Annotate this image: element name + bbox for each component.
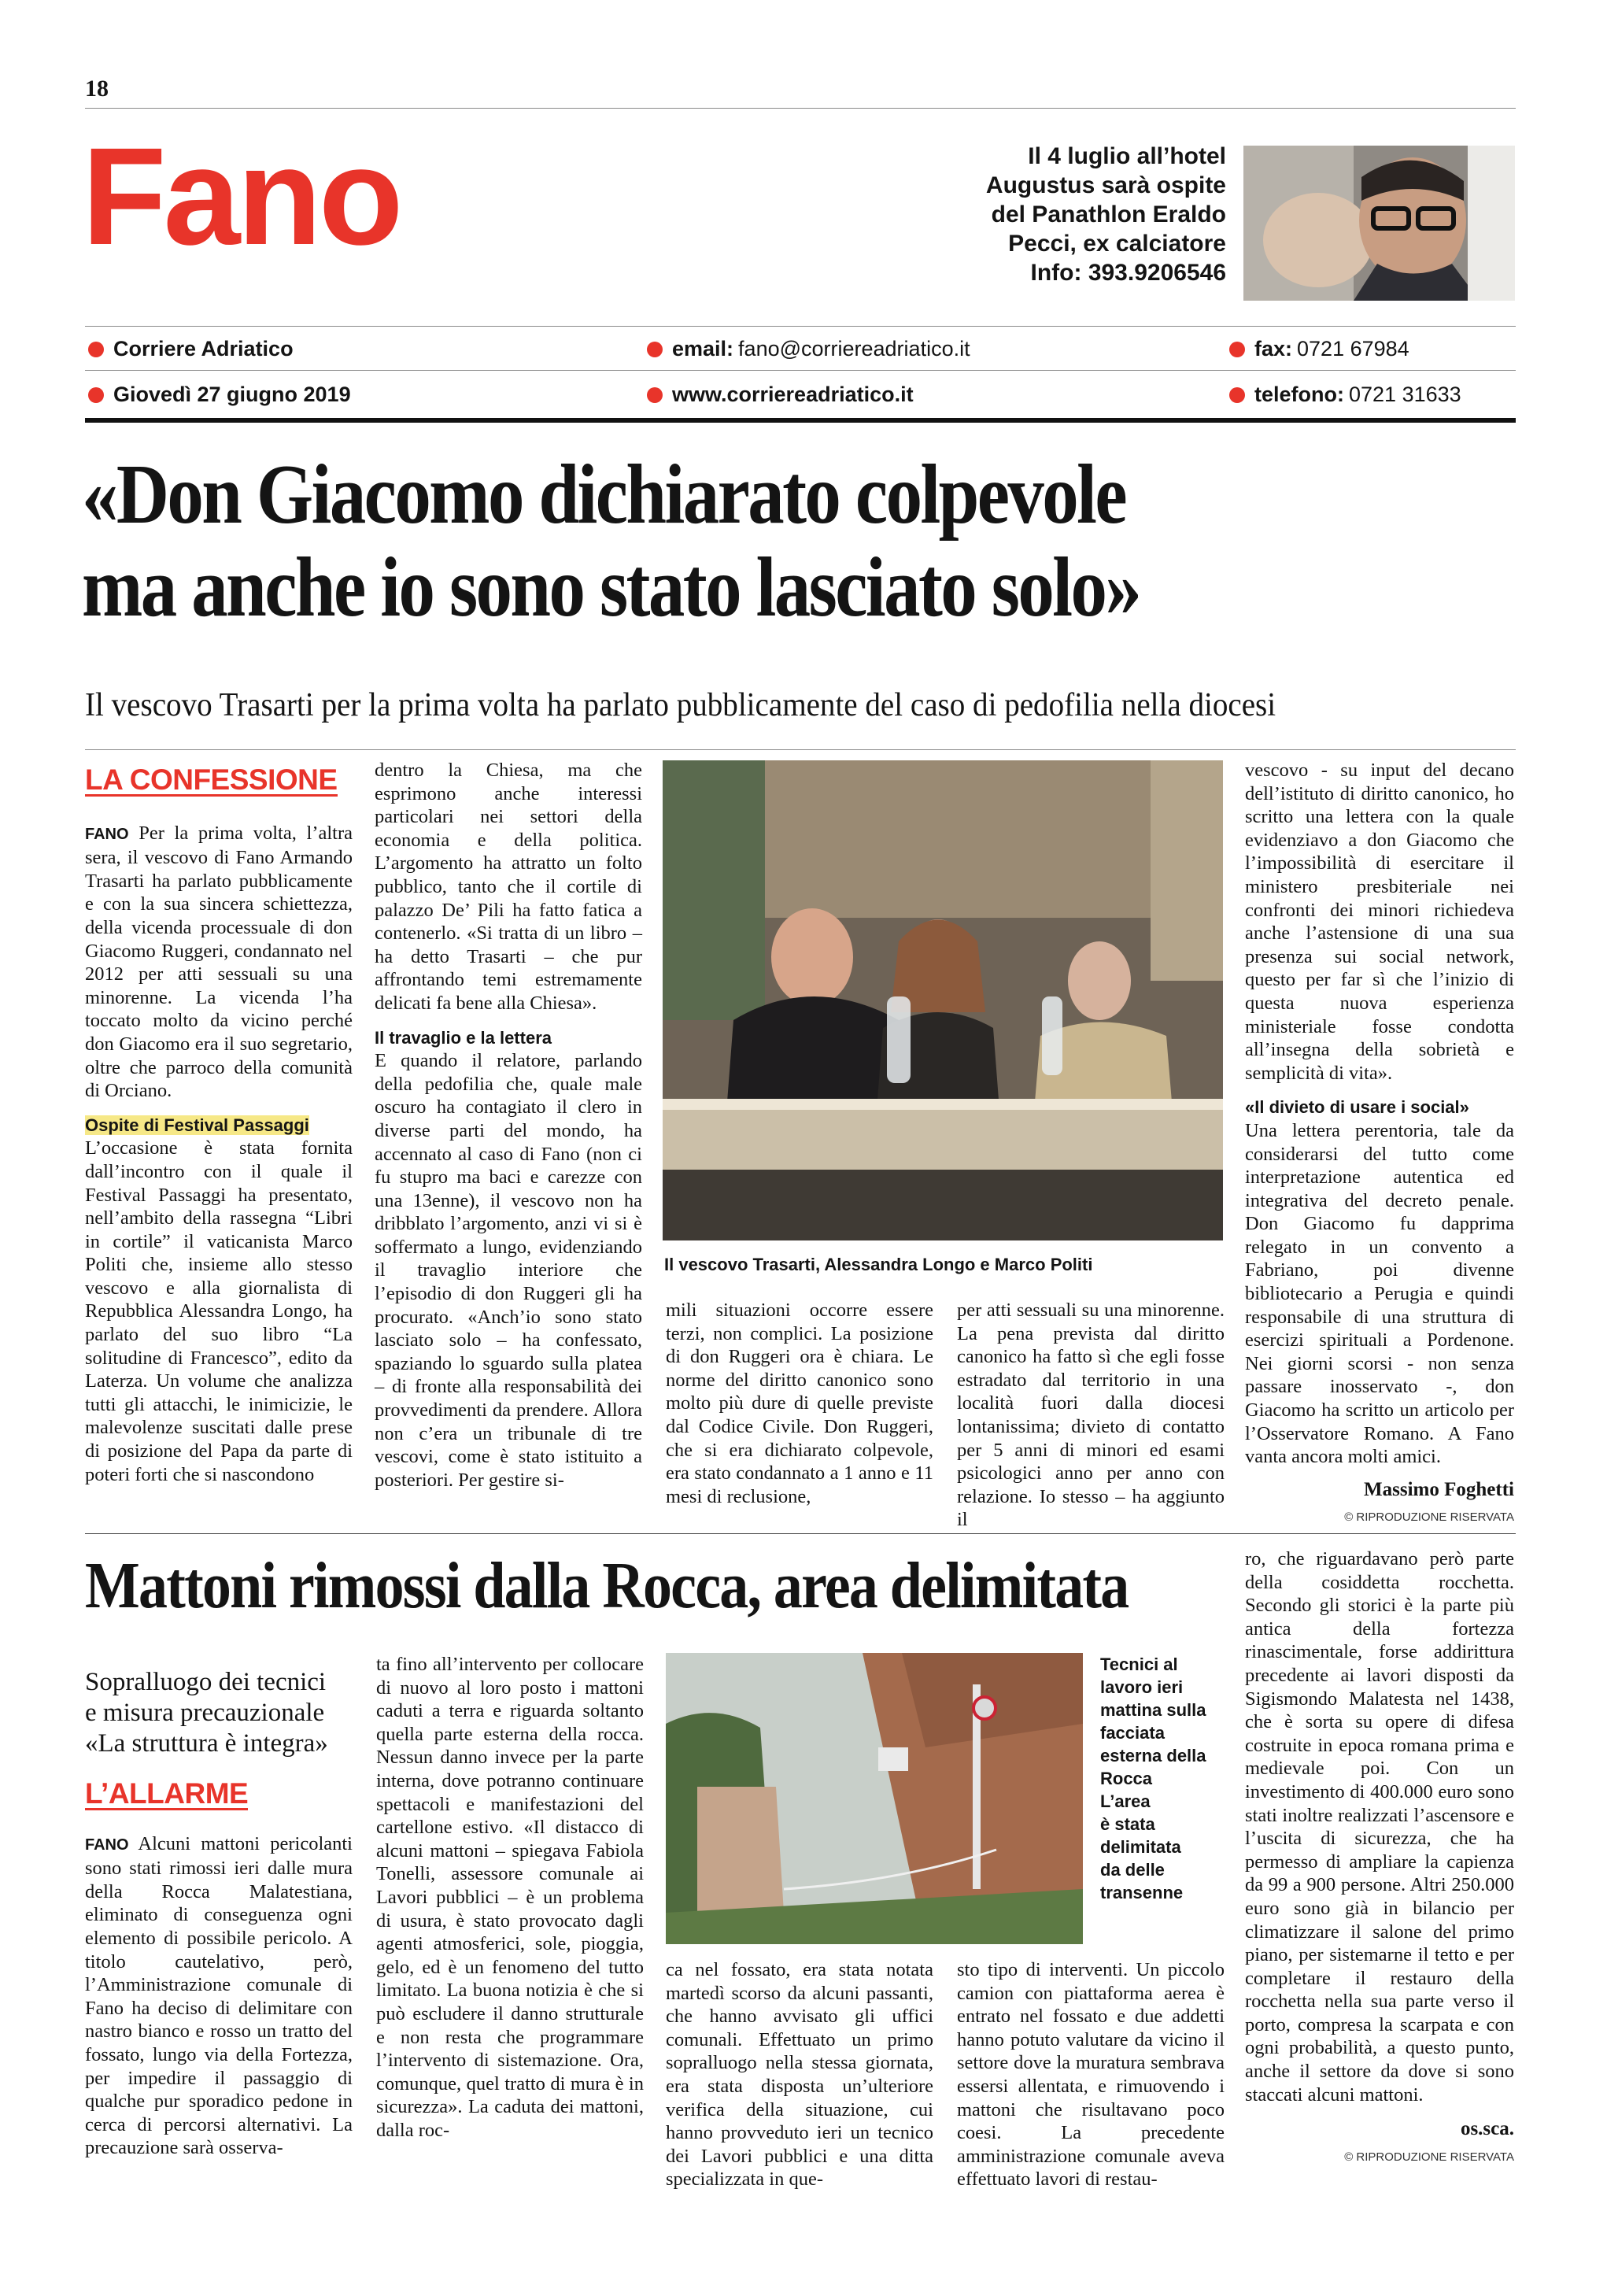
- article1-photo: [663, 760, 1223, 1240]
- article1-copyright: © RIPRODUZIONE RISERVATA: [1344, 1510, 1514, 1525]
- article2-col1-paragraph: Alcuni mattoni pericolanti sono stati rimossi ieri dalle mura della Rocca Malatestiana, eliminato di conseguenza ogni elemento di possibile pericolo. A titolo cautelativo, però, l’Amministrazione comunale di Fano ha deciso di delimitare con nastro bianco e rosso un tratto del fossato, lungo via della Fortezza, per impedire il passaggio di qualche pur sporadico pedone in cerca di percorsi alternativi. La precauzione sarà osserva-: [85, 1832, 353, 2159]
- caption-line: L’area: [1100, 1791, 1151, 1811]
- bullet-dot-icon: [88, 387, 104, 403]
- caption-line: mattina sulla: [1100, 1700, 1206, 1720]
- article2-col4-paragraph: sto tipo di interventi. Un piccolo camion con piattaforma aerea è entrato nel fossato e due addetti hanno potuto valutare da vicino il settore dove la muratura sembrava essersi allentata, e rimuovendo i mattoni che risultavano poco coesi. La precedente amministrazione comunale aveva effettuato lavori di restau-: [957, 1959, 1225, 2191]
- info-fax: fax: 0721 67984: [1229, 337, 1409, 361]
- bullet-dot-icon: [1229, 387, 1245, 403]
- headline-line: «Don Giacomo dichiarato colpevole: [82, 448, 1125, 542]
- deck-line: e misura precauzionale: [85, 1699, 325, 1727]
- article1-col1-paragraph-2: L’occasione è stata fornita dall’incontro con il quale il Festival Passaggi ha presentato, nell’ambito della rassegna “Libri in cortile” il vaticanista Marco Politi che, insieme allo stesso vescovo e alla giornalista di Repubblica Alessandra Longo, ha parlato del suo libro “La solitudine di Francesco”, edito da Laterza. Un volume che analizza tutti gli attacchi, le inimicizie, le malevolenze suscitati dalle prese di posizione del Papa da parte di poteri forti che si nascondono: [85, 1137, 353, 1485]
- article2-headline: Mattoni rimossi dalla Rocca, area delimitata: [85, 1549, 1129, 1622]
- article2-column-5: [1245, 1547, 1514, 2168]
- article1-subtitle-rule: [85, 749, 1516, 750]
- article2-signature: os.sca.: [1460, 2118, 1514, 2140]
- article1-subtitle: Il vescovo Trasarti per la prima volta ha parlato pubblicamente del caso di pedofilia nella diocesi: [85, 687, 1276, 723]
- article1-col5-paragraph: vescovo - su input del decano dell’istituto di diritto canonico, ho scritto una lettera con la quale evidenziavo a don Giacomo che l’impossibilità di esercitare il ministero presbiteriale nei confronti dei minori richiedeva anche l’astensione di una sua presenza sui social network, questo per far sì che l’inizio di questa nuova esperienza ministeriale fosse condotta all’insegna della sobrietà e semplicità di vita».: [1245, 760, 1514, 1084]
- caption-line: Rocca: [1100, 1769, 1153, 1788]
- article1-col5-paragraph-2: Una lettera perentoria, tale da considerarsi del tutto come interpretazione autentica ed integrativa del decreto penale. Don Giacomo fu dapprima relegato in un convento a Fabriano, poi divenne bibliotecario a Perugia e quindi responsabile di una struttura di esercizi spirituali a Pordenone. Nei giorni scorsi - non senza passare inosservato -, don Giacomo ha scritto un articolo per l’Osservatore Romano. A Fano vanta ancora molti amici.: [1245, 1119, 1514, 1468]
- article1-column-3: [666, 1299, 933, 1508]
- article2-kicker: L’ALLARME: [85, 1777, 249, 1810]
- promo-line: del Panathlon Eraldo: [991, 202, 1226, 227]
- email-value[interactable]: fano@corriereadriatico.it: [738, 337, 970, 360]
- promo-box: [929, 142, 1226, 287]
- article2-photo-caption: [1100, 1653, 1234, 1904]
- promo-line: Info: 393.9206546: [1030, 260, 1226, 286]
- article2-col5-paragraph: ro, che riguardavano però parte della cosiddetta rocchetta. Secondo gli storici è la parte più antica della fortezza rinascimentale, forse addirittura precedente ai lavori disposti da Sigismondo Malatesta nel 1438, che è sorta su opere di difesa costruite in epoca romana prima e medievale poi. Con un investimento di 400.000 euro sono stati inoltre realizzati l’ascensore e l’uscita di sicurezza, che ha permesso di ampliare la capienza da 99 a 900 persone. Altri 250.000 euro sono già in bilancio per climatizzare il salone del primo piano, per sistemarne il tetto e per completare il restauro della rocchetta nella sua parte verso il porto, compresa la scarpata e con ogni probabilità, a questo punto, anche il settore da dove si sono staccati alcuni mattoni.: [1245, 1548, 1514, 2106]
- info-top-rule: [85, 326, 1516, 327]
- bullet-dot-icon: [88, 342, 104, 357]
- info-paper: Corriere Adriatico: [88, 337, 294, 361]
- caption-line: transenne: [1100, 1883, 1184, 1902]
- info-mid-rule: [85, 370, 1516, 371]
- headline-line: ma anche io sono stato lasciato solo»: [82, 541, 1140, 634]
- article2-column-3: [666, 1958, 933, 2191]
- deck-line: Sopralluogo dei tecnici: [85, 1668, 327, 1696]
- article1-col4-paragraph: per atti sessuali su una minorenne. La pena prevista dal diritto canonico ha fatto sì che egli fosse estradato dal territorio in una località fuori dalla diocesi lontanissima; divieto di contatto per 5 anni di minori ed esami psicologici anno per anno con relazione. Io stesso – ha aggiunto il: [957, 1300, 1225, 1531]
- info-web: [647, 383, 914, 407]
- portrait-illustration: [1243, 146, 1515, 301]
- article1-col2-paragraph-2: E quando il relatore, parlando della pedofilia che, quale male oscuro ha contagiato il clero in diverse parti del mondo, ha accennato al caso di Fano (non ci fu stupro ma baci e carezze con una 13enne), il vescovo non ha dribblato l’argomento, anzi vi si è soffermato a lungo, evidenziando il travaglio interiore che l’episodio di don Ruggeri gli ha procurato. «Anch’io sono stato lasciato solo – ha confessato, spaziando lo sguardo sulla platea – di fronte alla responsabilità dei provvedimenti da prendere. Allora non c’era un tribunale di tre vescovi, come è stato istituito a posteriori. Per gestire si-: [375, 1050, 642, 1491]
- info-phone: telefono: 0721 31633: [1229, 383, 1461, 407]
- article1-col1-subhead: Ospite di Festival Passaggi: [85, 1115, 309, 1135]
- article1-column-2: [375, 759, 642, 1492]
- section-title: Fano: [82, 120, 401, 274]
- promo-line: Pecci, ex calciatore: [1008, 231, 1226, 257]
- page-number: 18: [85, 76, 109, 102]
- article2-deck: [85, 1667, 360, 1759]
- rocca-photo-illustration: [666, 1653, 1083, 1944]
- caption-line: lavoro ieri: [1100, 1677, 1184, 1697]
- article1-column-1: [85, 763, 353, 1486]
- promo-line: Il 4 luglio all’hotel: [1028, 143, 1226, 169]
- promo-portrait-photo: [1243, 146, 1515, 301]
- article2-column-1: [85, 1777, 353, 2160]
- info-email: email: fano@corriereadriatico.it: [647, 337, 970, 361]
- deck-line: «La struttura è integra»: [85, 1729, 328, 1758]
- header-bottom-rule: [85, 418, 1516, 423]
- caption-line: delimitata: [1100, 1837, 1181, 1857]
- article1-kicker: LA CONFESSIONE: [85, 763, 338, 796]
- article1-headline: [82, 449, 1321, 634]
- conference-photo-illustration: [663, 760, 1223, 1240]
- info-date: Giovedì 27 giugno 2019: [88, 383, 351, 407]
- article2-col3-paragraph: ca nel fossato, era stata notata martedì scorso da alcuni passanti, che hanno avvisato gli uffici comunali. Effettuato un primo sopralluogo nella stessa giornata, era stata disposta un’ulteriore verifica della situazione, cui hanno provveduto ieri un tecnico dei Lavori pubblici e una ditta specializzata in que-: [666, 1959, 933, 2191]
- article1-col2-subhead: Il travaglio e la lettera: [375, 1027, 552, 1048]
- caption-line: è stata: [1100, 1814, 1155, 1834]
- article1-col3-paragraph: mili situazioni occorre essere terzi, non complici. La posizione di don Ruggeri ora è chiara. Le norme del diritto canonico sono molto più dure di quelle previste dal Codice Civile. Don Ruggeri, che si era dichiarato colpevole, era stato condannato a 1 anno e 11 mesi di reclusione,: [666, 1300, 933, 1507]
- header-top-rule: [85, 108, 1516, 109]
- article2-photo: [666, 1653, 1083, 1944]
- article1-column-4: [957, 1299, 1225, 1532]
- article1-column-5: [1245, 759, 1514, 1529]
- caption-line: da delle: [1100, 1860, 1165, 1880]
- article2-dateline: FANO: [85, 1836, 129, 1854]
- article1-dateline: FANO: [85, 825, 129, 843]
- article1-signature: Massimo Foghetti: [1364, 1478, 1514, 1500]
- caption-line: esterna della: [1100, 1746, 1206, 1765]
- web-link[interactable]: www.corriereadriatico.it: [672, 383, 914, 406]
- article2-column-2: [376, 1653, 644, 2142]
- bullet-dot-icon: [647, 387, 663, 403]
- article1-col1-paragraph: Per la prima volta, l’altra sera, il vescovo di Fano Armando Trasarti ha parlato pubblicamente e con la sua sincera schiettezza, della vicenda processuale di don Giacomo Ruggeri, condannato nel 2012 per atti sessuali su una minorenne. La vicenda l’ha toccato molto da vicino perché don Giacomo era il suo segretario, oltre che parroco della comunità di Orciano.: [85, 822, 353, 1102]
- caption-line: Tecnici al: [1100, 1655, 1178, 1674]
- article2-copyright: © RIPRODUZIONE RISERVATA: [1344, 2150, 1514, 2164]
- article2-column-4: [957, 1958, 1225, 2191]
- caption-line: facciata: [1100, 1723, 1165, 1743]
- article2-col2-paragraph: ta fino all’intervento per collocare di nuovo al loro posto i mattoni caduti a terra e riguarda soltanto quella parte esterna della rocca. Nessun danno invece per la parte interna, dove potranno continuare spettacoli e manifestazioni del cartellone estivo. «Il distacco di alcuni mattoni – spiegava Fabiola Tonelli, assessore comunale ai Lavori pubblici – è un problema di usura, è stato provocato dagli agenti atmosferici, sole, pioggia, gelo, ed è un fenomeno del tutto limitato. La buona notizia è che si può escludere il danno strutturale e non resta che programmare l’intervento di sistemazione. Ora, comunque, quel tratto di mura è in sicurezza». La caduta dei mattoni, dalla roc-: [376, 1654, 644, 2141]
- article1-photo-caption: Il vescovo Trasarti, Alessandra Longo e Marco Politi: [664, 1255, 1093, 1274]
- bullet-dot-icon: [647, 342, 663, 357]
- promo-line: Augustus sarà ospite: [985, 172, 1226, 198]
- article-separator-rule: [85, 1533, 1516, 1534]
- article1-col5-subhead: «Il divieto di usare i social»: [1245, 1097, 1469, 1118]
- article1-col2-paragraph: dentro la Chiesa, ma che esprimono anche interessi particolari nei settori della economia e della politica. L’argomento ha attratto un folto pubblico, tanto che il cortile di palazzo De’ Pili ha fatto fatica a contenerlo. «Si tratta di un libro – ha detto Trasarti – che pur affrontando temi estremamente delicati fa bene alla Chiesa».: [375, 760, 642, 1014]
- bullet-dot-icon: [1229, 342, 1245, 357]
